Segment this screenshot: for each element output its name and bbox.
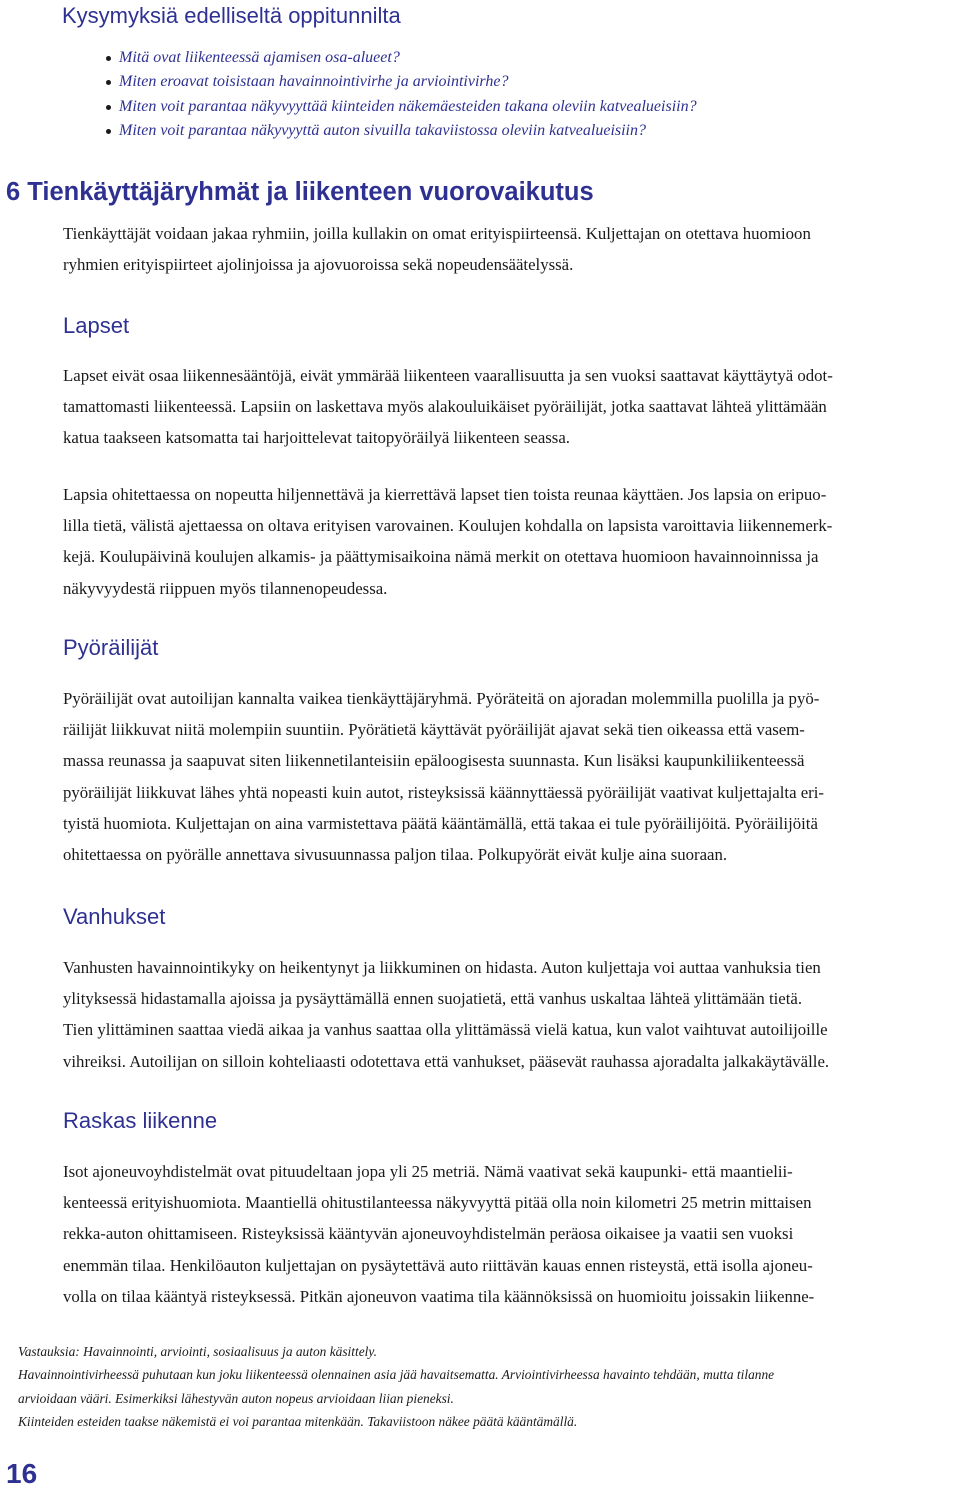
text-line: Tienkäyttäjät voidaan jakaa ryhmiin, joilla kullakin on omat erityispiirteensä. Kuljettajan on otettava huomioon <box>63 224 811 243</box>
footnote-line: Havainnointivirheessä puhutaan kun joku liikenteessä olennainen asia jää havaitsematta. Arviointivirheessa havainto tehdään, mutta tilanne <box>18 1367 775 1383</box>
questions-title: Kysymyksiä edelliseltä oppitunnilta <box>62 3 401 28</box>
paragraph <box>63 952 959 1077</box>
text-line: Lapset eivät osaa liikennesääntöjä, eivät ymmärää liikenteen vaarallisuutta ja sen vuoksi saattavat käyttäytyä odot- <box>63 366 833 385</box>
paragraph <box>63 683 959 870</box>
footnote-line: Kiinteiden esteiden taakse näkemistä ei voi parantaa mitenkään. Takaviistoon näkee päätä kääntämällä. <box>18 1413 578 1429</box>
text-line: ohitettaessa on pyörälle annettava sivusuunnassa paljon tilaa. Polkupyörät eivät kulje aina suoraan. <box>63 845 728 865</box>
text-line: pyöräilijät liikkuvat lähes yhtä nopeasti kuin autot, risteyksissä käännyttäessä pyöräilijät vaativat kuljettajalta eri- <box>63 782 824 802</box>
text-line: ryhmien erityispiirteet ajolinjoissa ja ajovuoroissa sekä nopeudensäätelyssä. <box>63 255 574 275</box>
text-line: kejä. Koulupäivinä koulujen alkamis- ja päättymisaikoina nämä merkit on otettava huomioon havainnoinnissa ja <box>63 547 819 567</box>
text-line: tamattomasti liikenteessä. Lapsiin on laskettava myös alakouluikäiset pyöräilijät, jotka saattavat lähteä ylittämään <box>63 397 827 417</box>
text-line: Isot ajoneuvoyhdistelmät ovat pituudeltaan jopa yli 25 metriä. Nämä vaativat sekä kaupunki- että maantielii- <box>63 1162 793 1181</box>
text-line: Vanhusten havainnointikyky on heikentynyt ja liikkuminen on hidasta. Auton kuljettaja voi auttaa vanhuksia tien <box>63 958 821 977</box>
text-line: Tien ylittäminen saattaa viedä aikaa ja vanhus saattaa olla ylittämässä vielä katua, kun valot vaihtuvat autoilijoille <box>63 1020 828 1040</box>
subsection-title-vanhukset: Vanhukset <box>63 904 166 929</box>
question-item: Miten voit parantaa näkyvyyttää kiinteiden näkemäesteiden takana oleviin katvealueisiin? <box>101 95 697 119</box>
text-line: Pyöräilijät ovat autoilijan kannalta vaikea tienkäyttäjäryhmä. Pyöräteitä on ajoradan molemmilla puolilla ja pyö- <box>63 689 820 708</box>
page-number: 16 <box>6 1458 38 1489</box>
subsection-title-pyorailijat: Pyöräilijät <box>63 635 159 660</box>
footnote-line: Vastauksia: Havainnointi, arviointi, sosiaalisuus ja auton käsittely. <box>18 1344 377 1359</box>
footnote-separator <box>7 1333 8 1334</box>
text-line: volla on tilaa kääntyä risteyksessä. Pitkän ajoneuvon vaatima tila käännöksissä on huomioitu joissakin liikenne- <box>63 1286 815 1306</box>
text-line: Lapsia ohitettaessa on nopeutta hiljennettävä ja kierrettävä lapset tien toista reunaa käyttäen. Jos lapsia on eripuo- <box>63 485 827 504</box>
text-line: räilijät liikkuvat niitä molempiin suuntiin. Pyörätietä käyttävät pyöräilijät ajavat sekä tien oikeassa että vasem- <box>63 720 805 740</box>
question-item: Miten eroavat toisistaan havainnointivirhe ja arviointivirhe? <box>101 70 697 94</box>
footnotes <box>18 1340 774 1433</box>
text-line: kenteessä erityishuomiota. Maantiellä ohitustilanteessa näkyvyyttä pitää olla noin kilometri 25 metrin mittaisen <box>63 1193 812 1213</box>
text-line: enemmän tilaa. Henkilöauton kuljettajan on pysäytettävä auto riittävän kauas ennen risteystä, että isolla ajoneu- <box>63 1255 813 1275</box>
section-title: 6 Tienkäyttäjäryhmät ja liikenteen vuorovaikutus <box>6 178 594 206</box>
paragraph <box>63 479 959 604</box>
text-line: vihreiksi. Autoilijan on silloin kohteliaasti odotettava että vanhukset, pääsevät rauhassa ajoradalta jalkakäytävälle. <box>63 1051 830 1071</box>
question-item: Mitä ovat liikenteessä ajamisen osa-alueet? <box>101 46 697 70</box>
subsection-title-raskas-liikenne: Raskas liikenne <box>63 1108 218 1133</box>
questions-list <box>101 46 697 143</box>
text-line: näkyvyydestä riippuen myös tilannenopeudessa. <box>63 578 388 598</box>
text-line: massa reunassa ja saapuvat siten liikennetilanteisiin epäloogisesta suunnasta. Kun lisäksi kaupunkiliikenteessä <box>63 751 805 771</box>
text-line: lilla tietä, välistä ajettaessa on oltava erityisen varovainen. Koulujen kohdalla on lapsista varoittavia liikennemerk- <box>63 516 833 536</box>
subsection-title-lapset: Lapset <box>63 313 130 338</box>
paragraph <box>63 360 959 454</box>
text-line: ylityksessä hidastamalla ajoissa ja pysäyttämällä ennen suojatietä, että vanhus uskaltaa lähteä ylittämään tietä. <box>63 989 803 1009</box>
text-line: katua taakseen katsomatta tai harjoittelevat taitopyöräilyä liikenteen seassa. <box>63 428 570 448</box>
text-line: rekka-auton ohittamiseen. Risteyksissä kääntyvän ajoneuvoyhdistelmän peräosa oikaisee ja vaatii sen vuoksi <box>63 1224 794 1244</box>
question-item: Miten voit parantaa näkyvyyttä auton sivuilla takaviistossa oleviin katvealueisiin? <box>101 119 697 143</box>
text-line: tyistä huomiota. Kuljettajan on aina varmistettava päätä kääntämällä, että takaa ei tule pyöräilijöitä. Pyöräilijöitä <box>63 813 818 833</box>
footnote-line: arvioidaan vääri. Esimerkiksi lähestyvän auton nopeus arvioidaan liian pieneksi. <box>18 1390 454 1406</box>
section-intro <box>63 218 959 280</box>
paragraph <box>63 1156 959 1312</box>
